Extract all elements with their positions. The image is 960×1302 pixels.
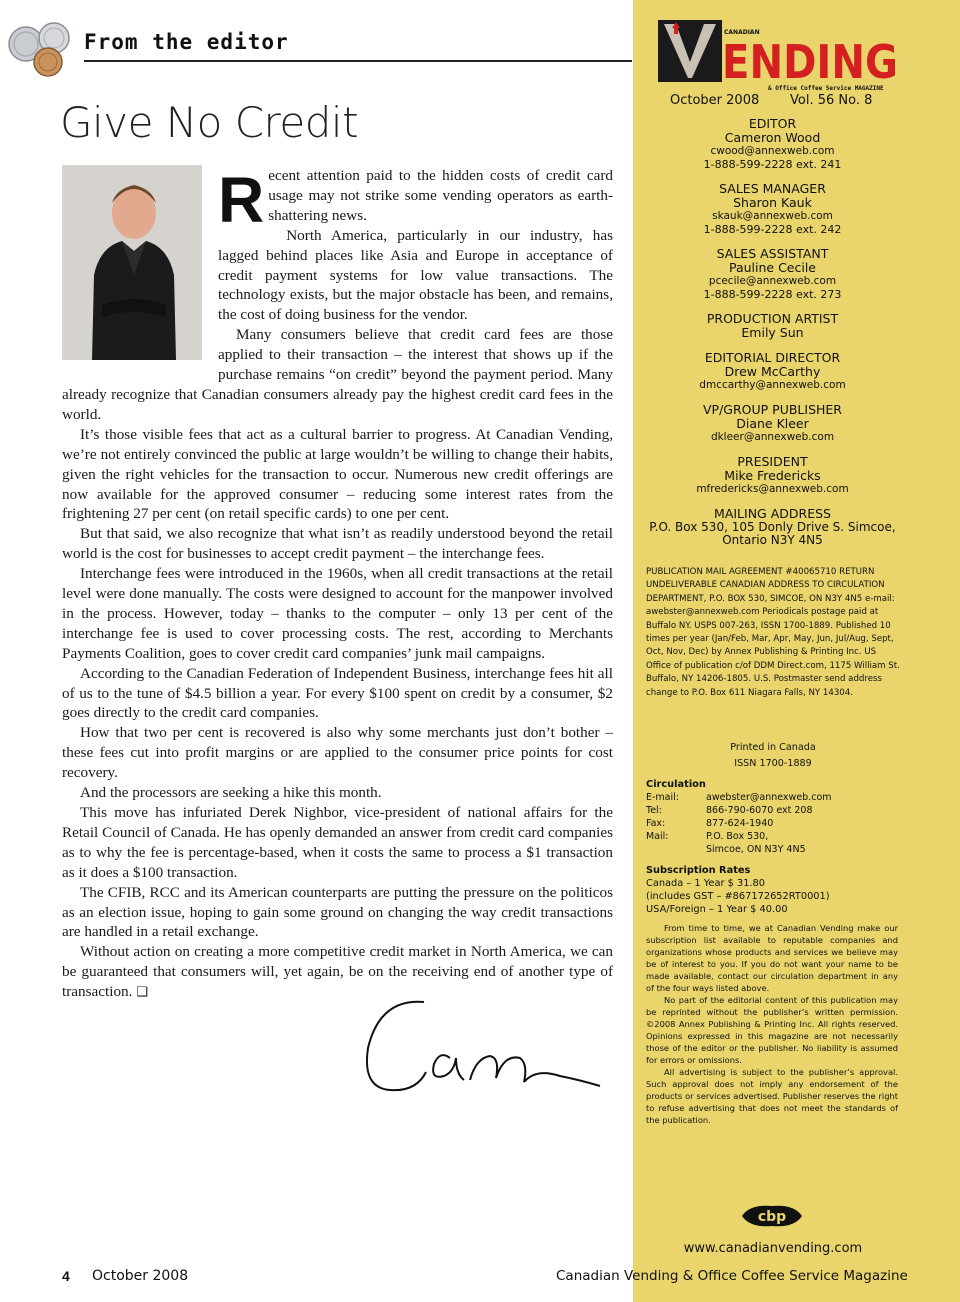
staff-block [640, 116, 905, 171]
circulation-key [646, 843, 706, 856]
issue-line [670, 93, 880, 108]
staff-email: pcecile@annexweb.com [708, 275, 837, 287]
staff-email: dkleer@annexweb.com [710, 431, 835, 443]
issue-date: October 2008 [670, 93, 760, 108]
cbp-logo-text: cbp [757, 1209, 787, 1225]
staff-role: EDITORIAL DIRECTOR [704, 350, 841, 365]
subscription-heading: Subscription Rates [646, 865, 751, 876]
staff-block [640, 311, 905, 340]
staff-name: Diane Kleer [736, 416, 809, 431]
vending-logo [658, 18, 898, 92]
staff-role: VP/GROUP PUBLISHER [702, 402, 842, 417]
article-paragraph: This move has infuriated Derek Nighbor, vice-president of national affairs for the Retail Council of Canada. He has openly demanded an answer from credit card companies as to why the fee is percentage-based, when it costs the same to process a $1 transaction as it does a $100 transaction. [62, 804, 613, 881]
publication-info: PUBLICATION MAIL AGREEMENT #40065710 RETURN UNDELIVERABLE CANADIAN ADDRESS TO CIRCULATION DEPARTMENT, P.O. BOX 530, SIMCOE, ON N3Y 4N5 e-mail: awebster@annexweb.com Periodicals postage paid at Buffalo NY. USPS 007-263, ISSN 1700-1889. Published 10 times per year (Jan/Feb, Mar, Apr, May, Jun, Jul/Aug, Sept, Oct, Nov, Dec) by Annex Publishing & Printing Inc. US Office of publication c/of DDM Direct.com, 1175 William St. Buffalo, NY 14206-1805. U.S. Postmaster send address change to P.O. Box 611 Niagara Falls, NY 14304. [646, 567, 900, 698]
staff-email: skauk@annexweb.com [712, 210, 833, 222]
article-paragraph: It’s those visible fees that act as a cultural barrier to progress. At Canadian Vending, we’re not entirely convinced the public at large wouldn’t be willing to change their habits, given the right vehicles for the transaction to occur. Numerous new credit offerings are now available for the approved consumer – reducing some interest rates from the frightening 27 per cent (on retail specific cards) to one per cent. [62, 425, 613, 523]
staff-block [640, 402, 905, 444]
article-body [62, 166, 613, 1003]
footer-date: October 2008 [92, 1268, 189, 1284]
staff-email: cwood@annexweb.com [710, 145, 835, 157]
issn-line: ISSN 1700-1889 [734, 758, 812, 769]
dropcap: R [218, 164, 265, 236]
subscription-rates [646, 864, 900, 916]
subscription-line: (includes GST – #867172652RT0001) [646, 891, 830, 902]
staff-name: Emily Sun [741, 325, 804, 340]
logo-tagline: & Office Coffee Service MAGAZINE [768, 85, 884, 92]
circulation-row [646, 804, 900, 817]
staff-name: Drew McCarthy [724, 364, 821, 379]
staff-name: Sharon Kauk [733, 195, 812, 210]
photo-wrap-spacer [62, 166, 218, 376]
subscription-line: USA/Foreign – 1 Year $ 40.00 [646, 904, 788, 915]
fine-print [646, 922, 898, 1126]
article-paragraph: The CFIB, RCC and its American counterparts are putting the pressure on the politicos as an election issue, hoping to gain some ground on changing the way credit transactions are handled in a retail exchange. [62, 883, 613, 941]
staff-list [640, 116, 905, 557]
staff-phone: 1-888-599-2228 ext. 273 [703, 288, 842, 301]
circulation-row [646, 791, 900, 804]
circulation-key: E-mail: [646, 792, 679, 803]
section-label: From the editor [84, 30, 289, 54]
printed-line: Printed in Canada [730, 742, 816, 753]
circulation-row [646, 830, 900, 843]
circulation-value: 877-624-1940 [706, 818, 774, 829]
staff-role: SALES MANAGER [719, 181, 826, 196]
staff-block [640, 246, 905, 301]
circulation-value: awebster@annexweb.com [706, 792, 832, 803]
article-paragraph: But that said, we also recognize that what isn’t as readily understood beyond the retail world is the cost for businesses to accept credit payment – the interchange fees. [62, 525, 613, 563]
staff-block [640, 454, 905, 496]
article-paragraph: And the processors are seeking a hike this month. [80, 784, 382, 802]
staff-role: PRODUCTION ARTIST [706, 311, 839, 326]
staff-name: Mike Fredericks [724, 468, 821, 483]
circulation-row [646, 843, 900, 856]
article-paragraph: Many consumers believe that credit card fees are those applied to their transaction – the interest that shows up if the purchase remains “on credit” beyond the payment period. Many already recognize that Canadian consumers already pay the highest credit card fees in the world. [62, 326, 613, 423]
staff-block [640, 350, 905, 392]
subscription-line: Canada – 1 Year $ 31.80 [646, 878, 766, 889]
printed-info [646, 740, 900, 772]
circulation-value: Simcoe, ON N3Y 4N5 [706, 844, 806, 855]
circulation-row [646, 817, 900, 830]
cbp-logo [740, 1200, 804, 1230]
staff-phone: 1-888-599-2228 ext. 242 [703, 223, 842, 236]
paragraph-text: Without action on creating a more competitive credit market in North America, we can be guaranteed that consumers will, yet again, be on the receiving end of another type of transaction. [62, 943, 613, 1001]
staff-name: Cameron Wood [724, 130, 821, 145]
article-paragraph: North America, particularly in our industry, has lagged behind places like Asia and Europe in acceptance of credit payment systems for low value transactions. The technology exists, but the major obstacle has been, and remains, the cost of doing business for the vendor. [218, 226, 613, 324]
circulation-key: Tel: [646, 805, 662, 816]
staff-role: EDITOR [748, 116, 797, 131]
article-paragraph: According to the Canadian Federation of Independent Business, interchange fees hit all of us to the tune of $4.5 billion a year. For every $100 spent on credit by a consumer, $2 goes directly to the credit card companies. [62, 664, 613, 722]
page-number: 4 [62, 1268, 70, 1284]
coins-icon [6, 14, 78, 78]
logo-main-text: ENDING [722, 35, 898, 89]
section-rule [84, 60, 632, 62]
signature-mark [360, 988, 610, 1108]
staff-email: dmccarthy@annexweb.com [699, 379, 846, 391]
staff-name: Pauline Cecile [728, 260, 817, 275]
circulation-key: Fax: [646, 818, 666, 829]
staff-phone: 1-888-599-2228 ext. 241 [703, 158, 842, 171]
staff-role: PRESIDENT [737, 454, 808, 469]
mailing-line: P.O. Box 530, 105 Donly Drive S. Simcoe, [649, 520, 896, 534]
mailing-line: Ontario N3Y 4N5 [722, 533, 823, 547]
issue-volume: Vol. 56 No. 8 [790, 93, 873, 108]
circulation-value: 866-790-6070 ext 208 [706, 805, 813, 816]
fine-print-paragraph: No part of the editorial content of this publication may be reprinted without the publisher’s written permission. ©2008 Annex Publishing & Printing Inc. All rights reserved. Opinions expressed in this magazine are not necessarily those of the editor or the publisher. No liability is assumed for errors or omissions. [646, 995, 898, 1065]
paragraph-text: ecent attention paid to the hidden costs of credit card usage may not strike some vending operators as earth-shattering news. [268, 167, 613, 224]
circulation-block [646, 778, 900, 856]
staff-block [640, 181, 905, 236]
staff-role: SALES ASSISTANT [716, 246, 829, 261]
fine-print-paragraph: All advertising is subject to the publisher’s approval. Such approval does not imply any endorsement of the products or services advertised. Publisher reserves the right to refuse advertising that does not meet the standards of the publication. [646, 1067, 898, 1125]
staff-email: mfredericks@annexweb.com [696, 483, 849, 495]
end-mark-icon: ❏ [136, 985, 148, 1001]
circulation-key: Mail: [646, 831, 669, 842]
article-paragraph: Interchange fees were introduced in the 1960s, when all credit transactions at the retail level were done manually. The costs were designed to account for the manpower involved in the process. However, today – thanks to the computer – only 13 per cent of the interchange fee is used to cover processing costs. The rest, according to Merchants Payments Coalition, goes to cover credit card companies’ junk mail campaigns. [62, 565, 613, 662]
circulation-heading: Circulation [646, 779, 706, 790]
headline: Give No Credit [60, 98, 359, 147]
footer-magazine: Canadian Vending & Office Coffee Service Magazine [556, 1268, 908, 1284]
logo-small-text: CANADIAN [724, 29, 760, 36]
website-link[interactable]: www.canadianvending.com [683, 1241, 863, 1256]
mailing-heading: MAILING ADDRESS [714, 506, 831, 521]
fine-print-paragraph: From time to time, we at Canadian Vending make our subscription list available to reputable companies and organizations whose products and services we believe may be of interest to you. If you do not want your name to be made available, contact our circulation department in any of the four ways listed above. [646, 923, 898, 993]
circulation-value: P.O. Box 530, [706, 831, 769, 842]
mailing-address [640, 506, 905, 547]
article-paragraph: How that two per cent is recovered is also why some merchants just don’t bother – these fees cut into profit margins or are applied to the consumer price points for cost recovery. [62, 724, 613, 782]
